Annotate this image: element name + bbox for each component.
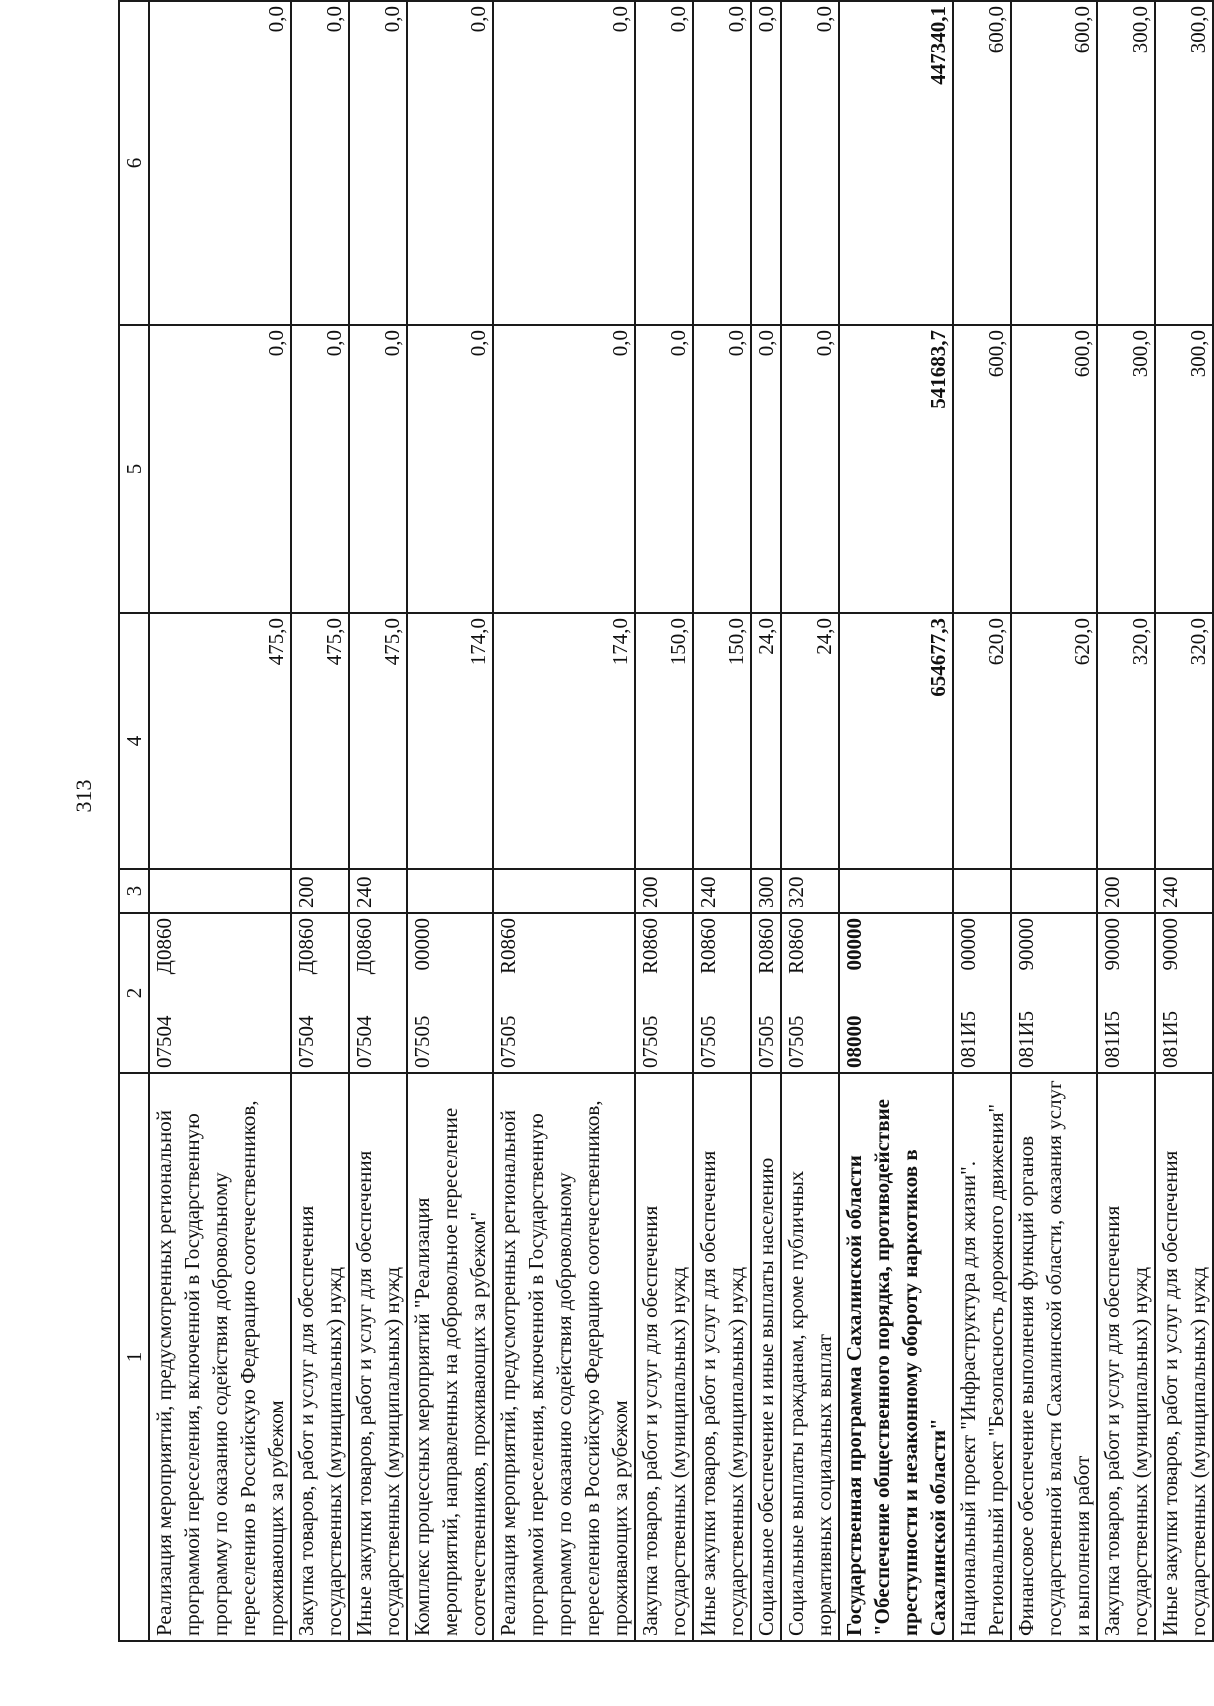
direction-code: R0860 — [754, 918, 778, 975]
row-name: Иные закупки товаров, работ и услуг для обеспечения государственных (муниципальных) нужд — [1158, 1150, 1210, 1636]
amount-col4: 320,0 — [1128, 618, 1152, 666]
header-cell: 2 — [119, 913, 149, 1073]
page-number: 313 — [71, 779, 96, 813]
table-row — [407, 1, 493, 1641]
direction-code: R0860 — [638, 918, 662, 975]
program-code: 081И5 — [1100, 1010, 1124, 1068]
amount-col5-cell — [349, 325, 407, 613]
amount-col5-cell — [781, 325, 839, 613]
expense-type-cell — [349, 869, 407, 913]
direction-code: 00000 — [842, 918, 866, 971]
table-row — [635, 1, 693, 1641]
row-name: Государственная программа Сахалинской области "Обеспечение общественного порядка, противодействие преступности и незаконному обороту наркотиков в Сахалинской области" — [842, 1098, 950, 1636]
target-code-cell — [635, 913, 693, 1073]
expense-type-cell — [635, 869, 693, 913]
table-row — [693, 1, 751, 1641]
amount-col5: 600,0 — [1070, 330, 1094, 378]
amount-col5: 0,0 — [380, 330, 404, 357]
expense-type-cell — [493, 869, 635, 913]
expense-type-cell — [953, 869, 1011, 913]
table-row — [1011, 1, 1097, 1641]
table-row — [1155, 1, 1213, 1641]
expense-type-cell — [1011, 869, 1097, 913]
amount-col5-cell — [1011, 325, 1097, 613]
target-code-cell — [1011, 913, 1097, 1073]
program-code: 07505 — [754, 1015, 778, 1068]
amount-col6: 300,0 — [1128, 6, 1152, 54]
amount-col5-cell — [1097, 325, 1155, 613]
amount-col5: 0,0 — [608, 330, 632, 357]
target-code-cell — [693, 913, 751, 1073]
amount-col6-cell — [349, 1, 407, 325]
amount-col5-cell — [1155, 325, 1213, 613]
amount-col4-cell — [349, 613, 407, 869]
program-code: 07505 — [696, 1015, 720, 1068]
row-name: Иные закупки товаров, работ и услуг для обеспечения государственных (муниципальных) нужд — [696, 1150, 748, 1636]
target-code-cell — [291, 913, 349, 1073]
target-code-cell — [1097, 913, 1155, 1073]
amount-col6-cell — [751, 1, 781, 325]
header-cell: 1 — [119, 1073, 149, 1641]
amount-col4: 475,0 — [322, 618, 346, 666]
amount-col4-cell — [407, 613, 493, 869]
amount-col6: 0,0 — [754, 6, 778, 33]
amount-col4-cell — [149, 613, 291, 869]
amount-col5: 300,0 — [1186, 330, 1210, 378]
table-row — [1097, 1, 1155, 1641]
amount-col4-cell — [635, 613, 693, 869]
program-code: 07504 — [352, 1015, 376, 1068]
target-code-cell — [349, 913, 407, 1073]
amount-col4: 620,0 — [984, 618, 1008, 666]
amount-col6: 0,0 — [724, 6, 748, 33]
program-code: 07505 — [410, 1015, 434, 1068]
amount-col4: 320,0 — [1186, 618, 1210, 666]
row-name: Закупка товаров, работ и услуг для обеспечения государственных (муниципальных) нужд — [1100, 1205, 1152, 1636]
expense-type-cell — [781, 869, 839, 913]
amount-col5-cell — [493, 325, 635, 613]
row-name-cell — [349, 1073, 407, 1641]
row-name: Финансовое обеспечение выполнения функций органов государственной власти Сахалинской области, оказания услуг и выполнения работ — [1014, 1080, 1094, 1636]
row-name: Закупка товаров, работ и услуг для обеспечения государственных (муниципальных) нужд — [294, 1205, 346, 1636]
direction-code: 00000 — [956, 918, 980, 971]
target-code-cell — [1155, 913, 1213, 1073]
expense-type: 240 — [696, 876, 720, 908]
budget-table — [118, 0, 1214, 1642]
row-name: Иные закупки товаров, работ и услуг для обеспечения государственных (муниципальных) нужд — [352, 1150, 404, 1636]
target-code-cell — [953, 913, 1011, 1073]
amount-col4-cell — [493, 613, 635, 869]
direction-code: R0860 — [696, 918, 720, 975]
row-name-cell — [839, 1073, 953, 1641]
header-cell: 3 — [119, 869, 149, 913]
row-name-cell — [751, 1073, 781, 1641]
direction-code: Д0860 — [352, 918, 376, 975]
program-code: 07505 — [496, 1015, 520, 1068]
amount-col6-cell — [149, 1, 291, 325]
expense-type-cell — [149, 869, 291, 913]
amount-col5-cell — [407, 325, 493, 613]
amount-col6-cell — [693, 1, 751, 325]
amount-col4-cell — [1155, 613, 1213, 869]
amount-col4: 174,0 — [466, 618, 490, 666]
table-body — [149, 1, 1213, 1641]
header-cell: 5 — [119, 325, 149, 613]
amount-col5: 0,0 — [264, 330, 288, 357]
amount-col5: 0,0 — [666, 330, 690, 357]
amount-col6-cell — [407, 1, 493, 325]
amount-col6: 300,0 — [1186, 6, 1210, 54]
direction-code: 90000 — [1014, 918, 1038, 971]
row-name-cell — [493, 1073, 635, 1641]
amount-col4: 174,0 — [608, 618, 632, 666]
program-code: 081И5 — [1014, 1010, 1038, 1068]
row-name: Реализация мероприятий, предусмотренных региональной программой переселения, включенной в Государственную программу по оказанию содействия добровольному переселению в Российскую Федерацию соотечественников, проживающих за рубежом — [152, 1100, 288, 1636]
table-row — [751, 1, 781, 1641]
amount-col5: 0,0 — [322, 330, 346, 357]
amount-col6-cell — [1155, 1, 1213, 325]
expense-type-cell — [1097, 869, 1155, 913]
table-row — [493, 1, 635, 1641]
row-name: Закупка товаров, работ и услуг для обеспечения государственных (муниципальных) нужд — [638, 1205, 690, 1636]
row-name: Реализация мероприятий, предусмотренных региональной программой переселения, включенной в Государственную программу по оказанию содействия добровольному переселению в Российскую Федерацию соотечественников, проживающих за рубежом — [496, 1100, 632, 1636]
row-name-cell — [1011, 1073, 1097, 1641]
amount-col4: 150,0 — [666, 618, 690, 666]
amount-col5: 0,0 — [754, 330, 778, 357]
expense-type: 200 — [1100, 876, 1124, 908]
amount-col6: 0,0 — [608, 6, 632, 33]
amount-col6: 447340,1 — [926, 6, 950, 85]
direction-code: 00000 — [410, 918, 434, 971]
expense-type-cell — [1155, 869, 1213, 913]
expense-type: 200 — [294, 876, 318, 908]
expense-type-cell — [751, 869, 781, 913]
row-name: Социальные выплаты гражданам, кроме публичных нормативных социальных выплат — [784, 1170, 836, 1636]
amount-col6: 0,0 — [264, 6, 288, 33]
amount-col5: 300,0 — [1128, 330, 1152, 378]
amount-col5-cell — [149, 325, 291, 613]
amount-col4: 150,0 — [724, 618, 748, 666]
amount-col4: 475,0 — [264, 618, 288, 666]
amount-col4: 620,0 — [1070, 618, 1094, 666]
amount-col4-cell — [1097, 613, 1155, 869]
program-code: 081И5 — [1158, 1010, 1182, 1068]
expense-type: 240 — [1158, 876, 1182, 908]
row-name-cell — [781, 1073, 839, 1641]
amount-col6: 0,0 — [466, 6, 490, 33]
target-code-cell — [751, 913, 781, 1073]
program-code: 08000 — [842, 1015, 866, 1068]
amount-col6: 0,0 — [322, 6, 346, 33]
row-name-cell — [693, 1073, 751, 1641]
amount-col6-cell — [1097, 1, 1155, 325]
amount-col5-cell — [635, 325, 693, 613]
expense-type-cell — [693, 869, 751, 913]
amount-col4-cell — [781, 613, 839, 869]
program-code: 07504 — [294, 1015, 318, 1068]
row-name-cell — [1097, 1073, 1155, 1641]
amount-col5: 0,0 — [812, 330, 836, 357]
direction-code: Д0860 — [294, 918, 318, 975]
direction-code: R0860 — [784, 918, 808, 975]
amount-col5: 541683,7 — [926, 330, 950, 409]
row-name-cell — [1155, 1073, 1213, 1641]
amount-col6-cell — [953, 1, 1011, 325]
table-row — [781, 1, 839, 1641]
direction-code: 90000 — [1158, 918, 1182, 971]
amount-col5-cell — [693, 325, 751, 613]
expense-type-cell — [407, 869, 493, 913]
header-cell: 6 — [119, 1, 149, 325]
amount-col4: 24,0 — [754, 618, 778, 655]
expense-type: 320 — [784, 876, 808, 908]
amount-col4: 475,0 — [380, 618, 404, 666]
target-code-cell — [781, 913, 839, 1073]
target-code-cell — [149, 913, 291, 1073]
amount-col4-cell — [751, 613, 781, 869]
amount-col5: 600,0 — [984, 330, 1008, 378]
row-name: Социальное обеспечение и иные выплаты населению — [754, 1157, 778, 1636]
target-code-cell — [493, 913, 635, 1073]
rotated-page-content — [118, 2, 1210, 1642]
amount-col6-cell — [781, 1, 839, 325]
row-name-cell — [635, 1073, 693, 1641]
program-code: 07505 — [784, 1015, 808, 1068]
amount-col6: 600,0 — [984, 6, 1008, 54]
row-name-cell — [407, 1073, 493, 1641]
expense-type: 300 — [754, 876, 778, 908]
amount-col4-cell — [693, 613, 751, 869]
amount-col6-cell — [291, 1, 349, 325]
amount-col4-cell — [953, 613, 1011, 869]
expense-type-cell — [839, 869, 953, 913]
expense-type: 200 — [638, 876, 662, 908]
target-code-cell — [407, 913, 493, 1073]
amount-col5: 0,0 — [724, 330, 748, 357]
direction-code: R0860 — [496, 918, 520, 975]
amount-col6: 0,0 — [666, 6, 690, 33]
amount-col5-cell — [953, 325, 1011, 613]
amount-col4: 24,0 — [812, 618, 836, 655]
target-code-cell — [839, 913, 953, 1073]
row-name-cell — [149, 1073, 291, 1641]
direction-code: 90000 — [1100, 918, 1124, 971]
program-code: 07505 — [638, 1015, 662, 1068]
table-row — [291, 1, 349, 1641]
row-name: Национальный проект "Инфраструктура для жизни". Региональный проект "Безопасность дорожного движения" — [956, 1103, 1008, 1636]
program-code: 081И5 — [956, 1010, 980, 1068]
amount-col4: 654677,3 — [926, 618, 950, 697]
program-code: 07504 — [152, 1015, 176, 1068]
amount-col6-cell — [1011, 1, 1097, 325]
amount-col6: 0,0 — [812, 6, 836, 33]
expense-type: 240 — [352, 876, 376, 908]
amount-col5-cell — [291, 325, 349, 613]
table-row — [953, 1, 1011, 1641]
amount-col6-cell — [839, 1, 953, 325]
row-name: Комплекс процессных мероприятий "Реализация мероприятий, направленных на добровольное переселение соотечественников, проживающих за рубежом" — [410, 1107, 490, 1636]
row-name-cell — [953, 1073, 1011, 1641]
header-cell: 4 — [119, 613, 149, 869]
table-row — [839, 1, 953, 1641]
row-name-cell — [291, 1073, 349, 1641]
amount-col6-cell — [635, 1, 693, 325]
expense-type-cell — [291, 869, 349, 913]
amount-col5-cell — [751, 325, 781, 613]
amount-col6-cell — [493, 1, 635, 325]
amount-col6: 600,0 — [1070, 6, 1094, 54]
table-row — [349, 1, 407, 1641]
table-row — [149, 1, 291, 1641]
amount-col4-cell — [291, 613, 349, 869]
amount-col5: 0,0 — [466, 330, 490, 357]
direction-code: Д0860 — [152, 918, 176, 975]
amount-col4-cell — [1011, 613, 1097, 869]
header-row — [119, 1, 149, 1641]
amount-col6: 0,0 — [380, 6, 404, 33]
amount-col5-cell — [839, 325, 953, 613]
amount-col4-cell — [839, 613, 953, 869]
